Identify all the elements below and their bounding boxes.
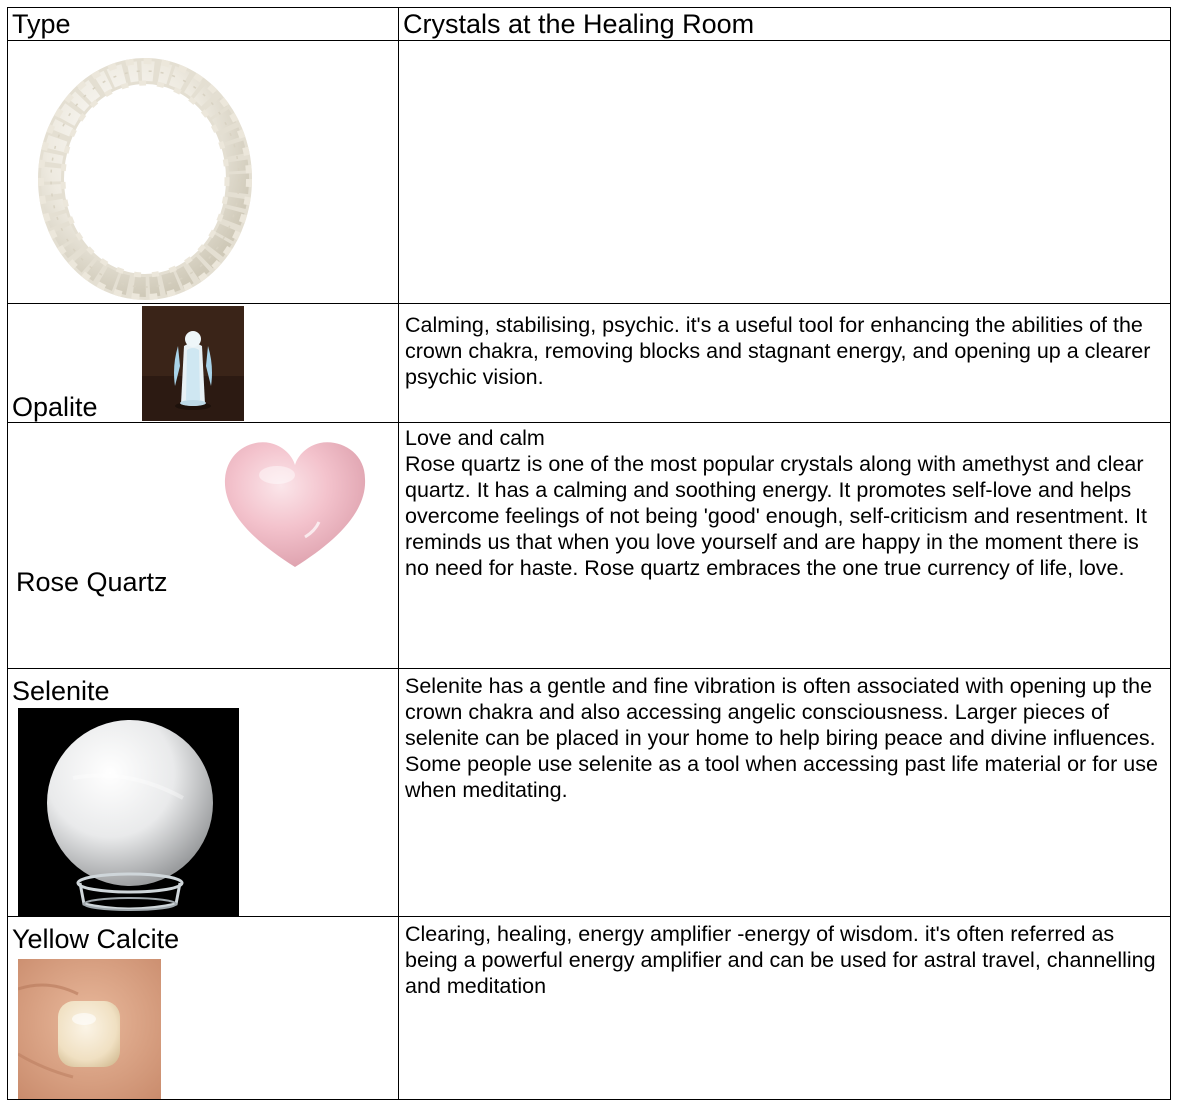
rose-quartz-heart-image: [215, 427, 375, 577]
description-text: Selenite has a gentle and fine vibration is often associated with opening up the crown chakra and also accessing angelic consciousness. Larger pieces of selenite can be placed in your home to help biring peace and divine influences. Some people use selenite as a tool when accessing past life material or for use when meditating.: [405, 674, 1158, 802]
opalite-angel-figurine-image: [142, 306, 244, 421]
header-cell-crystals: [399, 8, 1171, 41]
description-block: [399, 423, 1170, 581]
type-label-selenite: Selenite: [12, 676, 110, 706]
header-type: Type: [12, 9, 71, 39]
description-lead: Love and calm: [405, 426, 545, 450]
description-text: [399, 41, 1170, 48]
description-text: Calming, stabilising, psychic. it's a useful tool for enhancing the abilities of the crown chakra, removing blocks and stagnant energy, and opening up a clearer psychic vision.: [405, 313, 1151, 389]
table-row: [8, 423, 1171, 669]
description-text: Rose quartz is one of the most popular crystals along with amethyst and clear quartz. It has a calming and soothing energy. It promotes self-love and helps overcome feelings of not being 'good' enough, self-criticism and resentment. It reminds us that when you love yourself and are happy in the moment there is no need for haste. Rose quartz embraces the one true currency of life, love.: [405, 452, 1148, 580]
opalite-chip-bracelet-image: [30, 43, 260, 305]
yellow-calcite-tumbled-stone-image: [18, 959, 161, 1099]
description-cell: [399, 423, 1171, 669]
header-cell-type: [8, 8, 399, 41]
header-crystals: Crystals at the Healing Room: [403, 9, 755, 39]
type-label-rose-quartz: Rose Quartz: [16, 567, 168, 597]
table-row: [8, 41, 1171, 304]
type-label-opalite: Opalite: [12, 392, 98, 422]
crystals-table: [7, 7, 1171, 1100]
type-cell: [8, 304, 399, 423]
table-row: [8, 304, 1171, 423]
type-label-yellow-calcite: Yellow Calcite: [12, 924, 180, 954]
selenite-sphere-image: [18, 708, 239, 916]
type-cell: [8, 669, 399, 917]
type-cell: [8, 917, 399, 1100]
table-header-row: [8, 8, 1171, 41]
table-row: [8, 917, 1171, 1100]
type-cell: [8, 423, 399, 669]
description-cell: [399, 669, 1171, 917]
table-row: [8, 669, 1171, 917]
description-text: Clearing, healing, energy amplifier -energy of wisdom. it's often referred as being a powerful energy amplifier and can be used for astral travel, channelling and meditation: [405, 922, 1156, 998]
description-cell: [399, 917, 1171, 1100]
description-cell: [399, 304, 1171, 423]
type-cell: [8, 41, 399, 304]
description-cell: [399, 41, 1171, 304]
